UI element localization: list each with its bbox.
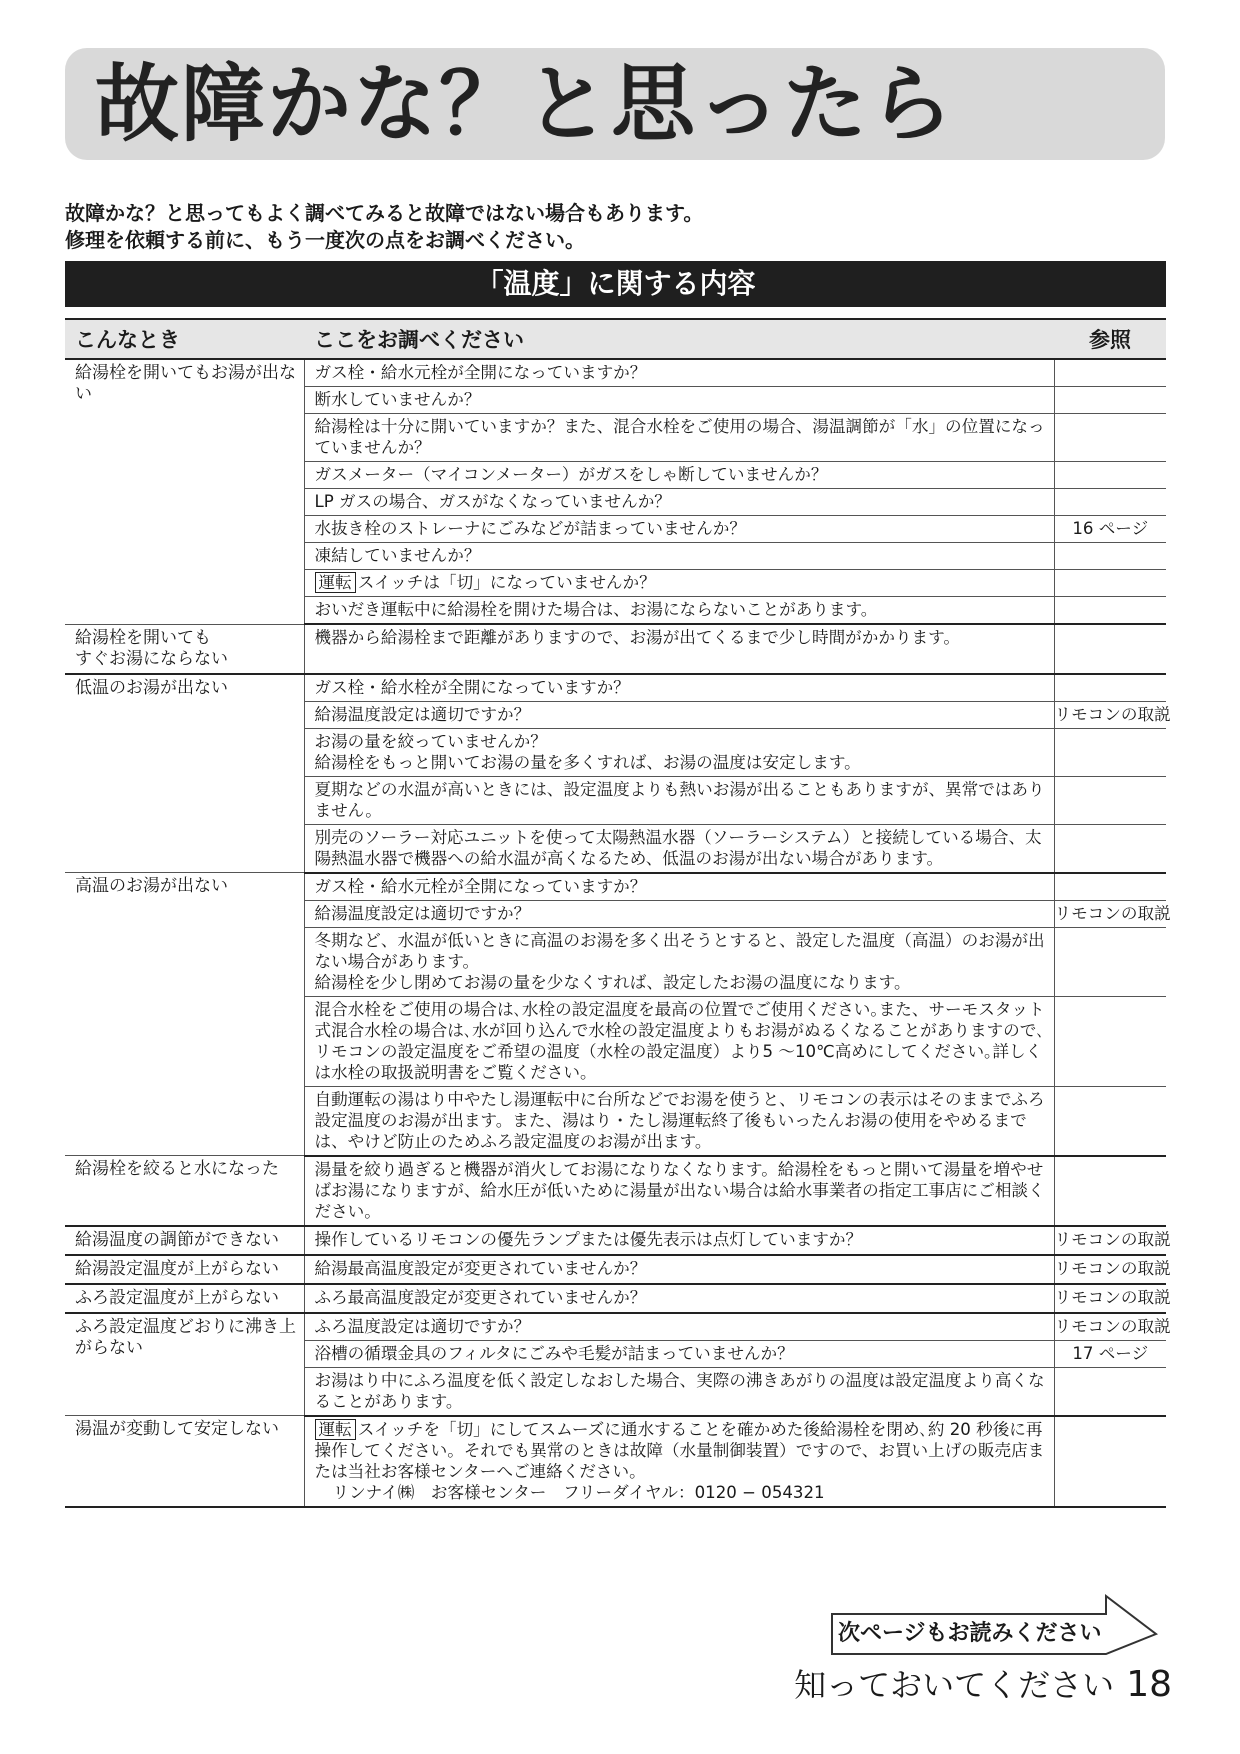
reference-cell: [1054, 543, 1166, 570]
table-row: [65, 1416, 1166, 1507]
table-row: [65, 1226, 1166, 1255]
reference-cell: [1054, 414, 1166, 462]
check-cell: [304, 927, 1054, 996]
reference-cell: [1054, 873, 1166, 901]
page-title: 故障かな？と思ったら: [95, 55, 956, 153]
check-cell: [304, 1313, 1054, 1341]
check-text: 操作しているリモコンの優先ランプまたは優先表示は点灯していますか？: [314, 1229, 863, 1249]
check-text: お湯はり中にふろ温度を低く設定しなおした場合、実際の沸きあがりの温度は設定温度より高くなることがあります。: [314, 1370, 1045, 1411]
troubleshooting-table: [65, 318, 1171, 1508]
reference-cell: [1054, 359, 1166, 387]
footer-section: 知っておいてください: [794, 1666, 1115, 1704]
check-text: ガス栓・給水元栓が全開になっていますか？: [314, 363, 647, 382]
reference-cell: リモコンの取説: [1054, 1255, 1166, 1284]
check-text: ガス栓・給水元栓が全開になっていますか？: [314, 876, 647, 896]
check-text: ガスメーター（マイコンメーター）がガスをしゃ断していませんか？: [314, 465, 828, 484]
check-text: 凍結していませんか？: [314, 546, 481, 565]
reference-cell: [1054, 996, 1166, 1086]
table-row: [65, 674, 1166, 702]
check-cell: [304, 776, 1054, 824]
header-when: こんなとき: [65, 319, 304, 359]
check-cell: [304, 1086, 1054, 1156]
condition-cell: ふろ設定温度どおりに沸き上がらない: [65, 1313, 304, 1416]
check-text: ふろ温度設定は適切ですか？: [314, 1316, 531, 1336]
reference-cell: [1054, 387, 1166, 414]
table-header-row: [65, 319, 1166, 359]
check-text: ガス栓・給水栓が全開になっていますか？: [314, 677, 630, 697]
reference-cell: [1054, 1367, 1166, 1416]
reference-cell: リモコンの取説: [1054, 1226, 1166, 1255]
reference-cell: [1054, 597, 1166, 625]
check-cell: [304, 414, 1054, 462]
check-text: 給湯温度設定は適切ですか？: [314, 903, 531, 923]
condition-cell: ふろ設定温度が上がらない: [65, 1284, 304, 1313]
unten-switch-badge: 運転: [315, 572, 356, 593]
table-row: [65, 873, 1166, 901]
check-cell: [304, 996, 1054, 1086]
check-text: 混合水栓をご使用の場合は､水栓の設定温度を最高の位置でご使用ください｡また、サーモスタット式混合水栓の場合は､水が回り込んで水栓の設定温度よりもお湯がぬるくなることがありますので､リモコンの設定温度をご希望の温度（水栓の設定温度）より5 〜10℃高めにしてください｡詳しくは水栓の取扱説明書をご覧ください｡: [314, 999, 1045, 1082]
unten-switch-badge: 運転: [315, 1419, 356, 1440]
check-cell: [304, 728, 1054, 776]
check-cell: [304, 824, 1054, 873]
check-cell: [304, 873, 1054, 901]
reference-cell: [1054, 1156, 1166, 1226]
table-row: [65, 1284, 1166, 1313]
condition-cell: 湯温が変動して安定しない: [65, 1416, 304, 1507]
check-cell: [304, 1416, 1054, 1507]
reference-cell: [1054, 824, 1166, 873]
customer-center-contact: リンナイ㈱ お客様センター フリーダイヤル：0120 − 054321: [332, 1482, 825, 1502]
table-row: [65, 1255, 1166, 1284]
check-text: 給湯最高温度設定が変更されていませんか？: [314, 1258, 647, 1278]
table-row: [65, 1156, 1166, 1226]
check-cell: [304, 900, 1054, 927]
condition-cell: 高温のお湯が出ない: [65, 873, 304, 1156]
reference-cell: [1054, 489, 1166, 516]
check-cell: [304, 624, 1054, 674]
check-text: 夏期などの水温が高いときには、設定温度よりも熱いお湯が出ることもありますが、異常ではありません。: [314, 779, 1045, 820]
check-cell: [304, 516, 1054, 543]
check-text: お湯の量を絞っていませんか？ 給湯栓をもっと開いてお湯の量を多くすれば、お湯の温度は安定します。: [314, 731, 861, 772]
reference-cell: [1054, 462, 1166, 489]
reference-cell: [1054, 1416, 1166, 1507]
intro-line-2: 修理を依頼する前に、もう一度次の点をお調べください。: [65, 228, 585, 252]
check-cell: [304, 1340, 1054, 1367]
condition-cell: 給湯栓を絞ると水になった: [65, 1156, 304, 1226]
check-cell: [304, 489, 1054, 516]
reference-cell: [1054, 776, 1166, 824]
reference-cell: [1054, 624, 1166, 674]
reference-cell: 16 ページ: [1054, 516, 1166, 543]
check-cell: [304, 1255, 1054, 1284]
reference-cell: [1054, 1086, 1166, 1156]
check-text: 別売のソーラー対応ユニットを使って太陽熱温水器（ソーラーシステム）と接続している場合、太陽熱温水器で機器への給水温が高くなるため、低温のお湯が出ない場合があります。: [314, 827, 1042, 868]
intro-text: [65, 200, 703, 254]
check-cell: [304, 597, 1054, 625]
reference-cell: 17 ページ: [1054, 1340, 1166, 1367]
check-text: 機器から給湯栓まで距離がありますので、お湯が出てくるまで少し時間がかかります。: [314, 628, 960, 647]
reference-cell: リモコンの取説: [1054, 1313, 1166, 1341]
condition-cell: 給湯栓を開いてもお湯が出ない: [65, 359, 304, 624]
check-text: ふろ最高温度設定が変更されていませんか？: [314, 1287, 647, 1307]
check-text: 水抜き栓のストレーナにごみなどが詰まっていませんか？: [314, 519, 746, 538]
header-ref: 参照: [1054, 319, 1166, 359]
condition-cell: 給湯温度の調節ができない: [65, 1226, 304, 1255]
check-cell: [304, 701, 1054, 728]
check-text: 湯量を絞り過ぎると機器が消火してお湯になりなくなります。給湯栓をもっと開いて湯量を増やせばお湯になりますが、給水圧が低いために湯量が出ない場合は給水事業者の指定工事店にご相談ください。: [314, 1159, 1045, 1221]
condition-cell: 給湯栓を開いても すぐお湯にならない: [65, 624, 304, 674]
condition-cell: 低温のお湯が出ない: [65, 674, 304, 873]
check-text: スイッチは「切」になっていませんか？: [357, 573, 656, 592]
header-check: ここをお調べください: [304, 319, 1054, 359]
reference-cell: リモコンの取説: [1054, 1284, 1166, 1313]
condition-cell: 給湯設定温度が上がらない: [65, 1255, 304, 1284]
reference-cell: リモコンの取説: [1054, 701, 1166, 728]
reference-cell: リモコンの取説: [1054, 900, 1166, 927]
check-cell: [304, 570, 1054, 597]
check-cell: [304, 1367, 1054, 1416]
table-row: [65, 359, 1166, 387]
page-footer: [794, 1660, 1172, 1706]
check-cell: [304, 359, 1054, 387]
check-cell: [304, 462, 1054, 489]
title-banner: [65, 48, 1165, 160]
next-page-label: 次ページもお読みください: [838, 1621, 1102, 1646]
table-row: [65, 624, 1166, 674]
check-text: 給湯栓は十分に開いていますか？また、混合水栓をご使用の場合、湯温調節が「水」の位置になっていませんか？: [314, 417, 1045, 457]
check-cell: [304, 387, 1054, 414]
check-text: 給湯温度設定は適切ですか？: [314, 704, 531, 724]
check-cell: [304, 1226, 1054, 1255]
check-cell: [304, 1156, 1054, 1226]
reference-cell: [1054, 728, 1166, 776]
check-cell: [304, 674, 1054, 702]
reference-cell: [1054, 570, 1166, 597]
check-text: おいだき運転中に給湯栓を開けた場合は、お湯にならないことがあります。: [314, 600, 878, 619]
reference-cell: [1054, 927, 1166, 996]
check-text: スイッチを「切」にしてスムーズに通水することを確かめた後給湯栓を閉め､約 20 秒後に再操作してください。それでも異常のときは故障（水量制御装置）ですので、お買い上げの販売店または当社お客様センターへご連絡ください。: [314, 1419, 1045, 1481]
check-text: 断水していませんか？: [314, 390, 481, 409]
section-header: 「温度」に関する内容: [65, 261, 1166, 307]
table-row: [65, 1313, 1166, 1341]
reference-cell: [1054, 674, 1166, 702]
check-text: 浴槽の循環金具のフィルタにごみや毛髪が詰まっていませんか？: [314, 1343, 794, 1363]
check-cell: [304, 543, 1054, 570]
check-cell: [304, 1284, 1054, 1313]
page-number: 18: [1126, 1664, 1172, 1705]
check-text: 自動運転の湯はり中やたし湯運転中に台所などでお湯を使うと、リモコンの表示はそのままでふろ設定温度のお湯が出ます。また、湯はり・たし湯運転終了後もいったんお湯の使用をやめるまでは、やけど防止のためふろ設定温度のお湯が出ます。: [314, 1089, 1045, 1151]
intro-line-1: 故障かな？と思ってもよく調べてみると故障ではない場合もあります。: [65, 201, 704, 225]
check-text: LP ガスの場合、ガスがなくなっていませんか？: [314, 492, 671, 511]
table-body: [65, 359, 1171, 1507]
check-text: 冬期など、水温が低いときに高温のお湯を多く出そうとすると、設定した温度（高温）のお湯が出ない場合があります。 給湯栓を少し閉めてお湯の量を少なくすれば、設定したお湯の温度になります。: [314, 930, 1045, 992]
